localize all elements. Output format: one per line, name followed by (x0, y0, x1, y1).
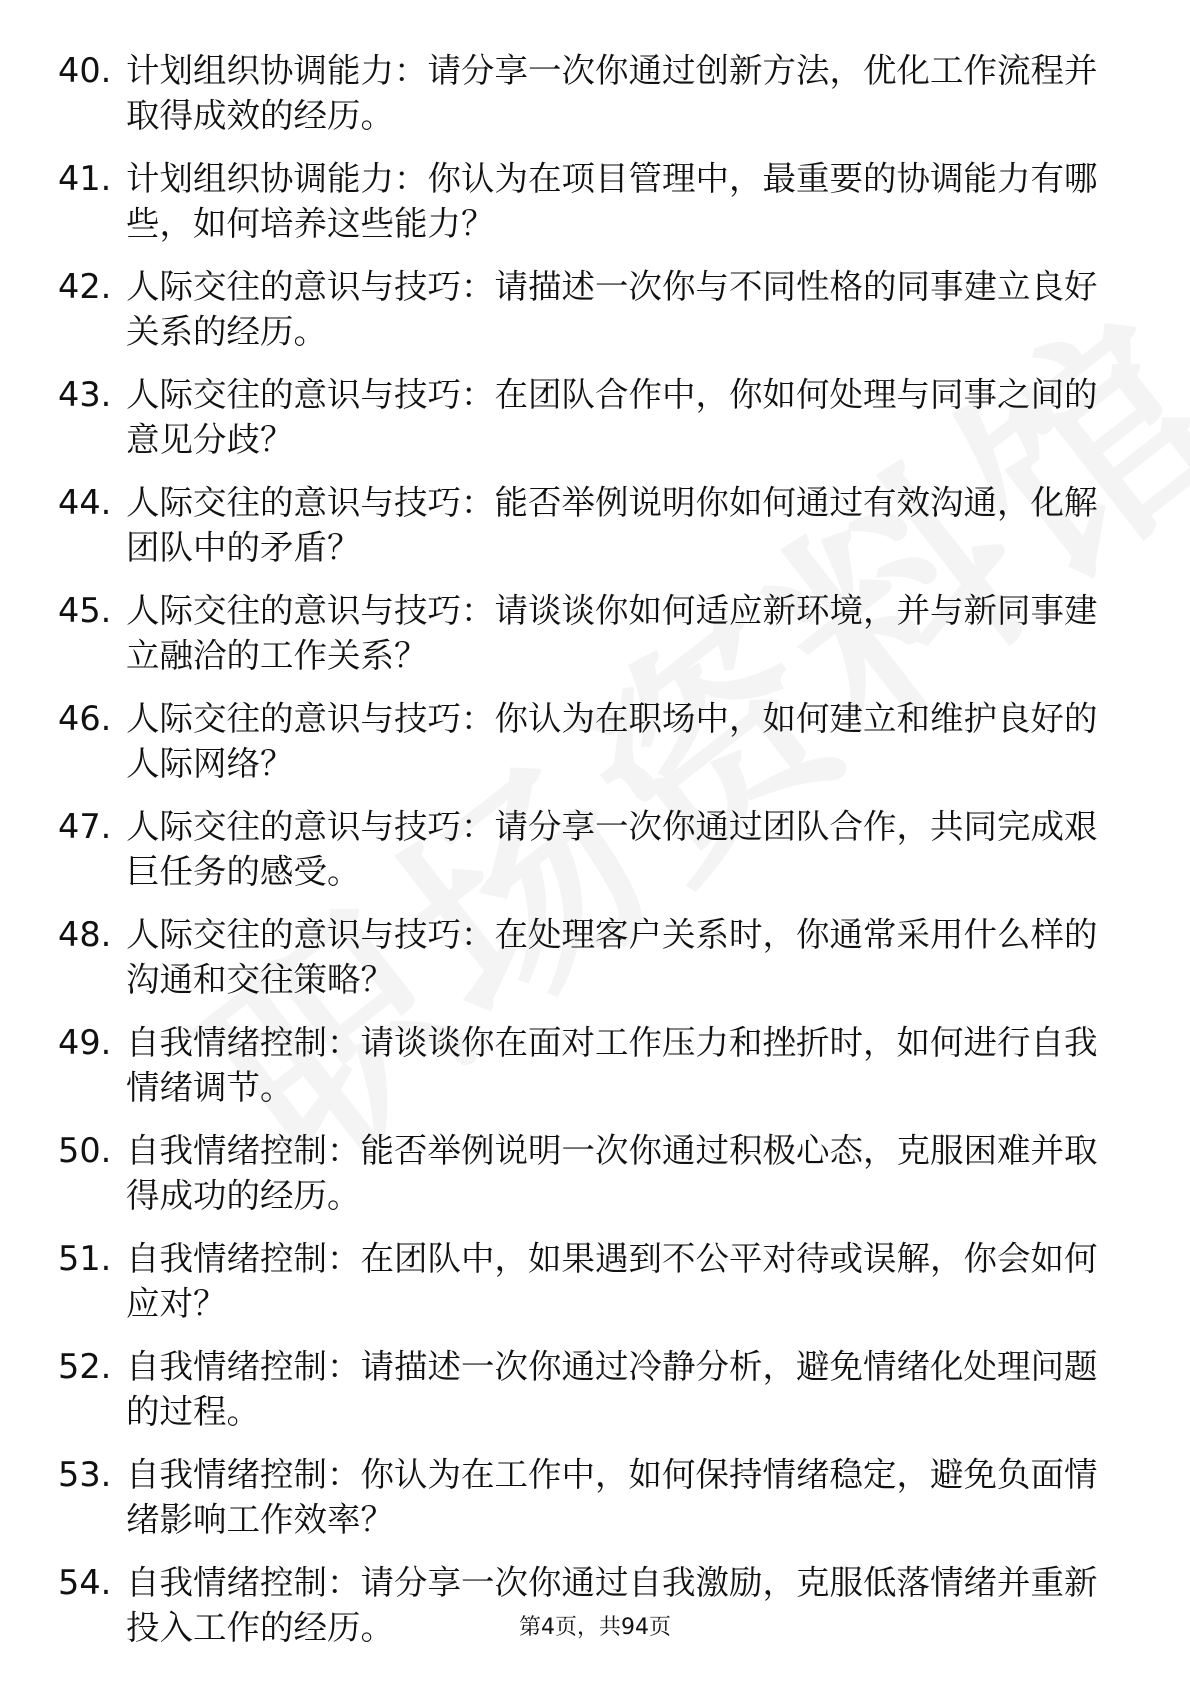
question-item (58, 372, 1118, 462)
question-text: 自我情绪控制：请描述一次你通过冷静分析，避免情绪化处理问题的过程。 (126, 1347, 1098, 1431)
question-text: 自我情绪控制：你认为在工作中，如何保持情绪稳定，避免负面情绪影响工作效率？ (126, 1455, 1098, 1539)
question-number: 44. (58, 483, 112, 522)
question-number: 41. (58, 159, 112, 198)
question-item (58, 480, 1118, 570)
question-item (58, 156, 1118, 246)
question-text: 人际交往的意识与技巧：请谈谈你如何适应新环境，并与新同事建立融洽的工作关系？ (126, 591, 1098, 675)
question-item (58, 1020, 1118, 1110)
question-text: 人际交往的意识与技巧：请分享一次你通过团队合作，共同完成艰巨任务的感受。 (126, 807, 1098, 891)
question-item (58, 696, 1118, 786)
question-text: 人际交往的意识与技巧：能否举例说明你如何通过有效沟通，化解团队中的矛盾？ (126, 483, 1098, 567)
question-number: 46. (58, 699, 112, 738)
question-number: 48. (58, 915, 112, 954)
question-number: 40. (58, 51, 112, 90)
question-number: 47. (58, 807, 112, 846)
question-item (58, 588, 1118, 678)
question-number: 42. (58, 267, 112, 306)
question-text: 人际交往的意识与技巧：你认为在职场中，如何建立和维护良好的人际网络？ (126, 699, 1098, 783)
page-number-label: 第4页，共94页 (519, 1615, 671, 1640)
question-number: 45. (58, 591, 112, 630)
question-text: 人际交往的意识与技巧：在处理客户关系时，你通常采用什么样的沟通和交往策略？ (126, 915, 1098, 999)
question-number: 53. (58, 1455, 112, 1494)
question-text: 人际交往的意识与技巧：请描述一次你与不同性格的同事建立良好关系的经历。 (126, 267, 1098, 351)
question-text: 自我情绪控制：请谈谈你在面对工作压力和挫折时，如何进行自我情绪调节。 (126, 1023, 1098, 1107)
question-item (58, 1236, 1118, 1326)
question-number: 54. (58, 1563, 112, 1602)
question-number: 43. (58, 375, 112, 414)
question-text: 自我情绪控制：请分享一次你通过自我激励，克服低落情绪并重新投入工作的经历。 (126, 1563, 1098, 1647)
question-item (58, 912, 1118, 1002)
question-text: 人际交往的意识与技巧：在团队合作中，你如何处理与同事之间的意见分歧？ (126, 375, 1098, 459)
question-list (58, 48, 1118, 1668)
question-text: 自我情绪控制：能否举例说明一次你通过积极心态，克服困难并取得成功的经历。 (126, 1131, 1098, 1215)
question-item (58, 1128, 1118, 1218)
question-item (58, 1344, 1118, 1434)
question-text: 计划组织协调能力：你认为在项目管理中，最重要的协调能力有哪些，如何培养这些能力？ (126, 159, 1098, 243)
question-item (58, 804, 1118, 894)
question-text: 自我情绪控制：在团队中，如果遇到不公平对待或误解，你会如何应对？ (126, 1239, 1098, 1323)
question-item (58, 264, 1118, 354)
question-number: 51. (58, 1239, 112, 1278)
page-footer (0, 1614, 1190, 1642)
question-item (58, 48, 1118, 138)
question-text: 计划组织协调能力：请分享一次你通过创新方法，优化工作流程并取得成效的经历。 (126, 51, 1098, 135)
question-item (58, 1452, 1118, 1542)
question-number: 49. (58, 1023, 112, 1062)
question-number: 52. (58, 1347, 112, 1386)
question-number: 50. (58, 1131, 112, 1170)
